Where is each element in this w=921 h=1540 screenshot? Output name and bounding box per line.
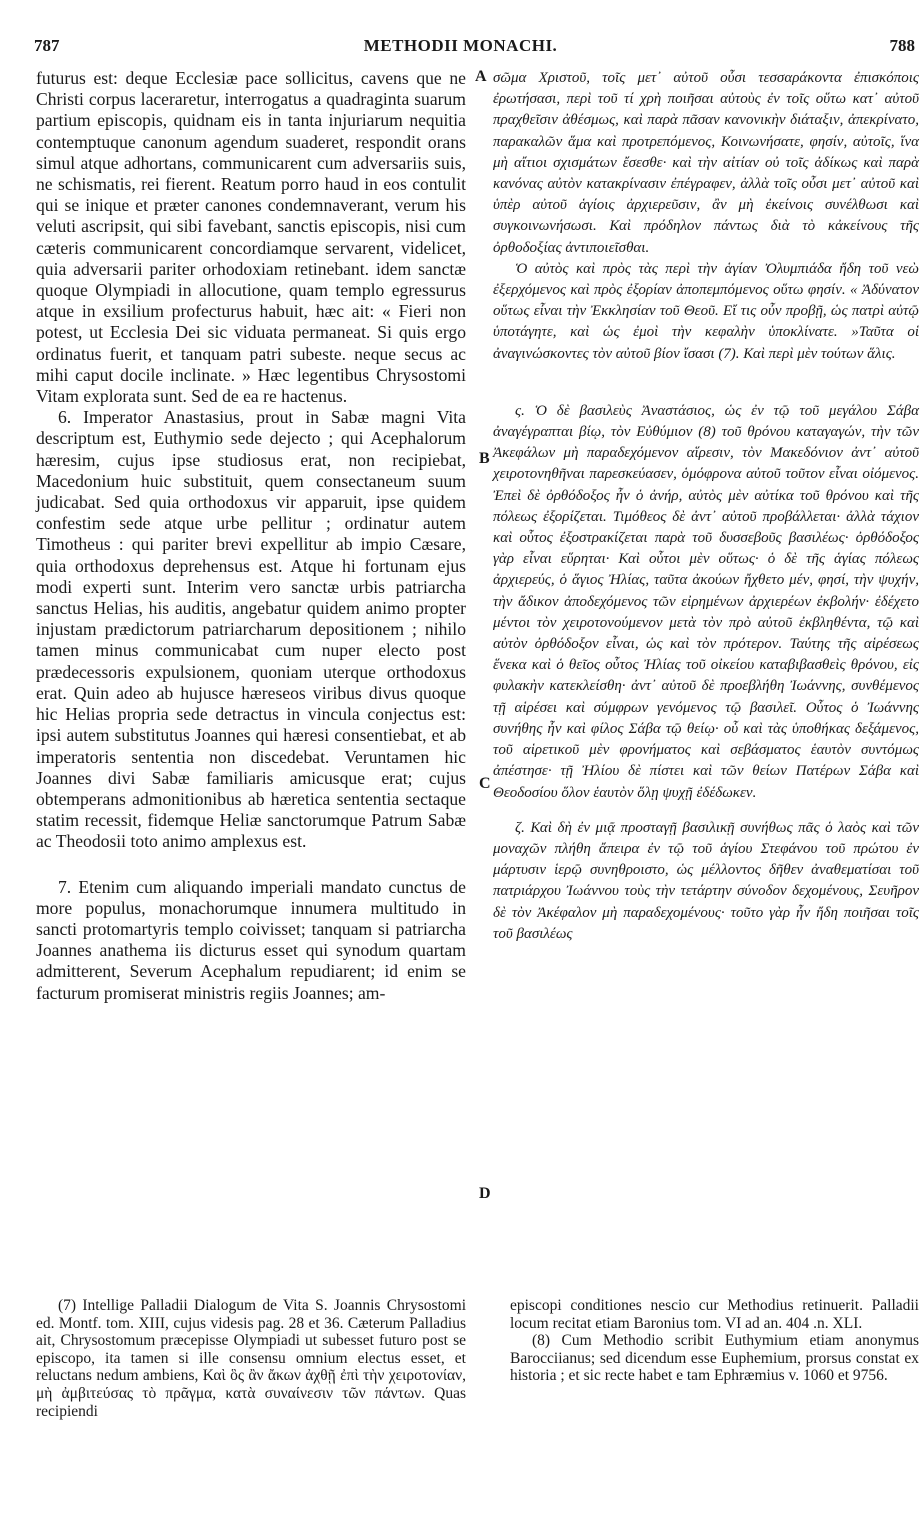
latin-paragraph-7: 7. Etenim cum aliquando imperiali mandato cunctus de more populus, monachorumque innumera multitudo in sancti protomartyris templo coivisset; tanquam si patriarcha Joannes anathema iis dicturus esset qui synodum quartam admitterent, Severum Acephalum repudiarent; id enim se facturum promiserat ministris regiis Joannes; am- [36,876,466,1003]
running-title: METHODII MONACHI. [363,36,558,55]
page-number-left: 787 [34,36,60,55]
margin-letter-c: C [479,775,491,792]
latin-column [36,68,466,1004]
latin-paragraph-6: 6. Imperator Anastasius, prout in Sabæ magni Vita descriptum est, Euthymio sede dejecto ; qui Acephalorum hæresim, cujus ipse studiosus erat, non recipiebat, Macedonium huic substituit, quem consectaneum suum judicabat. Sed quia orthodoxus vir apparuit, ipse quidem confestim sede atque urbe pellitur ; ordinatur autem Timotheus : qui pariter brevi expellitur ab impio Cæsare, quia orthodoxus deprehensus est. Atque hi fortunam ejus modi experti sunt. Interim vero sanctæ urbis patriarcha sanctus Helias, his auditis, angebatur quidem animo propter injustam prædictorum patriarcharum depositionem ; nihilo tamen minus communicabat cum nuper electo post prædecessoris expulsionem, quoniam uterque orthodoxus erat. Quin adeo ab hujusce hæreseos viribus divus quoque hic Helias propria sede detractus in vincula conjectus est: ipsi autem substitutus Joannes qui hæresi consentiebat, et ab imperatoris sententia non discedebat. Veruntamen hic Joannes divi Sabæ familiaris amicusque erat; cujus obtemperans admonitionibus ab hæretica sententia sectaque statim recessit, fidemque Heliæ sanctorumque Patrum Sabæ ac Theodosii toto animo amplexus est. [36,407,466,852]
footnote-right [510,1297,919,1385]
footnote-7-continued: episcopi conditiones nescio cur Methodius retinuerit. Palladii locum recitat etiam Baronius tom. VI ad an. 404 .n. XLI. [510,1297,919,1332]
latin-paragraph-1: futurus est: deque Ecclesiæ pace sollicitus, cavens que ne Christi corpus laceraretur, interrogatus a quadraginta suarum partium episcopis, quidnam eis in tanta injuriarum nequitia contemptuque canonum agendum suaderet, respondit orans simul atque adhortans, communicarent cum adversariis suis, ne schismatis, rei fierent. Reatum porro haud in eos contulit qui se inique et præter canones condemnaverant, verum his veluti ascripsit, qui sibi favebant, sanctis episcopis, nisi cum cæteris communicarent concordiamque servarent, videlicet, quia adversarii pariter orhodoxiam retinebant. idem sanctæ quoque Olympiadi in allocutione, quam templo egressurus atque in exsilium profecturus habuit, hæc ait: « Fieri non potest, ut Ecclesia Dei sic viduata permaneat. Si quis ergo ordinatus fuerit, et tanquam patri subeste. neque secus ac mihi caput docile inclinate. » Hæc legentibus Chrysostomi Vitam explorata sunt. Sed de ea re hactenus. [36,68,466,407]
page-number-right: 788 [889,36,915,55]
footnote-8: (8) Cum Methodio scribit Euthymium etiam anonymus Barocciianus; sed dicendum esse Euphemium, prorsus constat ex historia ; et sic recte habet e tam Ephræmius v. 1060 et 9756. [510,1332,919,1385]
footnote-left [36,1297,466,1420]
greek-paragraph-2: Ὁ αὐτὸς καὶ πρὸς τὰς περὶ τὴν ἁγίαν Ὀλυμπιάδα ἤδη τοῦ νεὼ ἐξερχόμενος καὶ πρὸς ἐξορίαν ἀποπεμπόμενος οὕτω φησίν. « Ἀδύνατον οὕτως εἶναι τὴν Ἐκκλησίαν τοῦ Θεοῦ. Εἴ τις οὖν προβῇ, ὡς πατρὶ αὐτῷ ὑποτάγητε, καὶ ὡς ἐμοὶ τὴν κεφαλὴν ὑποκλίνατε. »Ταῦτα οἱ ἀναγινώσκοντες τὸν αὐτοῦ βίον ἴσασι (7). Καὶ περὶ μὲν τούτων ἅλις. [493,260,919,362]
margin-letter-d: D [479,1185,491,1202]
margin-letter-b: B [479,450,490,467]
greek-paragraph-6: ς. Ὁ δὲ βασιλεὺς Ἀναστάσιος, ὡς ἐν τῷ τοῦ μεγάλου Σάβα ἀναγέγραπται βίῳ, τὸν Εὐθύμιον (8) τοῦ θρόνου καταγαγών, τὴν τῶν Ἀκεφάλων μὴ παραδεχόμενον αἵρεσιν, τὸν Μακεδόνιον ἀντ᾿ αὐτοῦ χειροτονηθῆναι παρεσκεύασεν, ὁμόφρονα αὐτοῦ τοῦτον εἶναι οἰόμενος. Ἐπεὶ δὲ ὀρθόδοξος ἦν ὁ ἀνήρ, αὐτὸς μὲν αὐτίκα τοῦ θρόνου καὶ τῆς πόλεως ἐξορίζεται. Τιμόθεος δὲ ἀντ᾿ αὐτοῦ προβάλλεται· ἀλλὰ τάχιον καὶ οὗτος ἐξοστρακίζεται παρὰ τοῦ δυσσεβοῦς βασιλέως· ὀρθόδοξος γὰρ εἶναι εὕρηται· Καὶ οὗτοι μὲν οὕτως· ὁ δὲ τῆς ἁγίας πόλεως ἀρχιερεύς, ὁ ἅγιος Ἠλίας, ταῦτα ἀκούων ἤχθετο μέν, φησί, τὴν ψυχήν, τὴν ἄδικον ἀποδεχόμενος τῶν εἰρημένων ἀρχιερέων ἐκβολήν· ἐδέχετο μέντοι τὸν χειροτονούμενον μετὰ τὸν πρὸ αὐτοῦ ἐκβληθέντα, τῷ καὶ αὐτὸν ὀρθόδοξον εἶναι, ὡς καὶ τὸν πρότερον. Ταύτης τῆς αἱρέσεως ἕνεκα καὶ ὁ θεῖος οὗτος Ἠλίας τοῦ οἰκείου καταβιβασθεὶς θρόνου, εἰς φυλακὴν κατεκλείσθη· ἀντ᾿ αὐτοῦ δὲ προεβλήθη Ἰωάννης, συνθέμενος τῇ αἱρέσει καὶ σύμφρων γενόμενος τῷ βασιλεῖ. Οὗτος ὁ Ἰωάννης συνήθης ἦν καὶ φίλος Σάβα τῷ θείῳ· οὗ καὶ τὰς ὑποθήκας δεξάμενος, τοῦ αἱρετικοῦ μὲν φρονήματος καὶ σεβάσματος ἑαυτὸν συντόμως ἀπέστησε· τῇ Ἠλίου δὲ πίστει καὶ τῶν θείων Πατέρων Σάβα καὶ Θεοδοσίου ὅλον ἑαυτὸν ὅλῃ ψυχῇ ἐδέδωκεν. [493,402,919,801]
greek-column [493,68,919,945]
footnote-7: (7) Intellige Palladii Dialogum de Vita S. Joannis Chrysostomi ed. Montf. tom. XIII, cujus videsis pag. 28 et 36. Cæterum Palladius ait, Chrysostomum præcepisse Olympiadi ut subesset futuro post se episcopo, ita tamen si ille consensu omnium electus esset, et reluctans nedum ambiens, Καὶ ὃς ἂν ἄκων ἀχθῇ ἐπὶ τὴν χειροτονίαν, μὴ ἀμβιτεύσας τὸ πρᾶγμα, κατὰ συναίνεσιν τῶν πάντων. Quas recipiendi [36,1297,466,1420]
greek-paragraph-1: σῶμα Χριστοῦ, τοῖς μετ᾿ αὐτοῦ οὖσι τεσσαράκοντα ἐπισκόποις ἐρωτήσασι, περὶ τοῦ τί χρὴ ποιῆσαι αὐτοὺς ἐν τοῖς οὕτω κατ᾿ αὐτοῦ πραχθεῖσιν ἀθέσμως, καὶ παρὰ πᾶσαν κανονικὴν διάταξιν, ἀπεκρίνατο, παρακαλῶν ἅμα καὶ προτρεπόμενος, Κοινωνήσατε, φησίν, αὐτοῖς, ἵνα μὴ αἴτιοι σχισμάτων ἔσεσθε· καὶ τὴν αἰτίαν οὐ τοῖς ἀδίκως καὶ παρὰ κανόνας αὐτὸν κατακρίνασιν ἐπέγραφεν, ἀλλὰ τοῖς οὖσι μετ᾿ αὐτοῦ καὶ ὑπὲρ αὐτοῦ ἁγίοις ἀρχιερεῦσιν, ἂν μὴ ἐκείνοις συνέλθωσι καὶ συγκοινωνήσωσι. Καὶ πρόδηλον πάντως διὰ τὸ κἀκείνους τῆς ὀρθοδοξίας ἀντιποιεῖσθαι. [493,70,919,256]
margin-letter-a: A [475,68,487,85]
running-header [0,14,921,55]
greek-paragraph-7: ζ. Καὶ δὴ ἐν μιᾷ προσταγῇ βασιλικῇ συνήθως πᾶς ὁ λαὸς καὶ τῶν μοναχῶν πλήθη ἄπειρα ἐν τῷ τοῦ ἁγίου Στεφάνου τοῦ πρώτου ἐν μάρτυσιν ἱερῷ συνηθροιστο, ὡς μέλλοντος δῆθεν ἀναθεματίσαι τοῦ πατριάρχου Ἰωάννου τοὺς τὴν τετάρτην σύνοδον δεχομένους, Σευῆρον δὲ τὸν Ἀκέφαλον μὴ παραδεχομένους· τοῦτο γὰρ ἦν ἤδη ποιῆσαι τοῖς τοῦ βασιλέως [493,819,919,942]
